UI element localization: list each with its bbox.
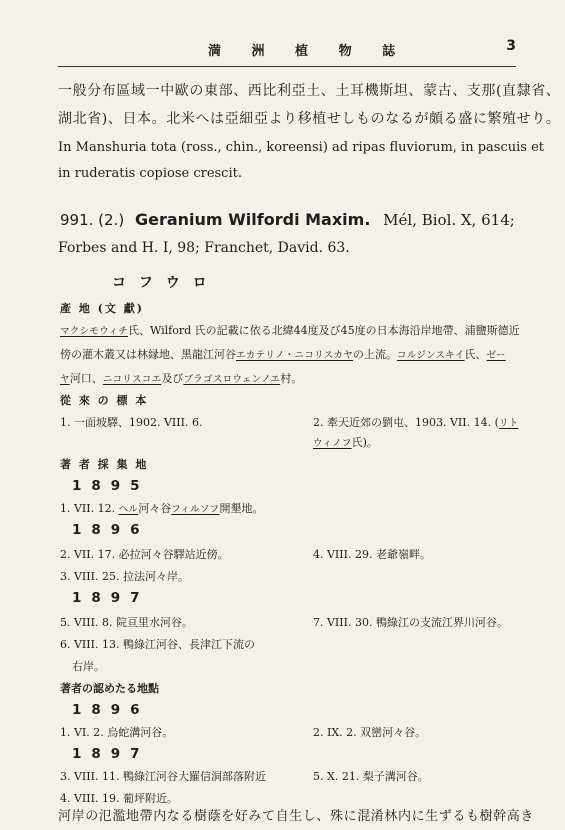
literature-place-nikolskoe: ニコリスコエ: [102, 374, 162, 385]
species-name: Geranium Wilfordi Maxim.: [134, 210, 371, 229]
year-1895: 1895: [72, 478, 150, 494]
running-title: 満 洲 植 物 誌: [208, 44, 409, 59]
latin-line-1: In Manshuria tota (ross., chin., koreensi) ad ripas fluviorum, in pascuis et: [58, 140, 544, 155]
collected-7: 7. VIII. 30. 鴨綠江の支流江界川河谷。: [313, 616, 508, 629]
header-rule: [58, 66, 516, 67]
collected-1-tail: 開墾地。: [219, 502, 264, 515]
collected-heading: 著 者 採 集 地: [60, 458, 149, 471]
specimen-2-name-a: リト: [498, 418, 519, 429]
specimen-2-name-b: ウィノフ: [313, 438, 352, 449]
species-number: 991. (2.): [60, 211, 125, 229]
observed-4: 4. VIII. 19. 葡坪附近。: [60, 792, 178, 805]
collected-1: [60, 500, 263, 516]
year-1897-observed: 1897: [72, 746, 150, 762]
latin-line-2: in ruderatis copiose crescit.: [58, 166, 242, 181]
observed-heading: 著者の認めたる地點: [60, 682, 159, 695]
literature-text-3f: 村。: [280, 372, 303, 385]
intro-line-1: 一般分布區域一中歐の東部、西比利亞土、土耳機斯坦、蒙古、支那(直隸省、: [58, 83, 561, 99]
intro-line-2: 湖北省)、日本。北米へは亞細亞より移植せしものなるが頗る盛に繁殖せり。: [58, 111, 561, 127]
collected-5: 5. VIII. 8. 院亘里水河谷。: [60, 616, 193, 629]
year-1896-observed: 1896: [72, 702, 150, 718]
literature-text-1: 氏、Wilford 氏の記載に依る北緯44度及び45度の日本海沿岸地帶、浦鹽斯德近: [128, 324, 520, 337]
literature-place-ekaterino: エカテリノ・ニコリスカヤ: [236, 350, 354, 361]
observed-2: 2. IX. 2. 双巒河々谷。: [313, 726, 427, 739]
collected-6-cont: 右岸。: [72, 660, 105, 673]
page-header: [58, 40, 516, 58]
observed-1: 1. VI. 2. 烏蛇溝河谷。: [60, 726, 174, 739]
literature-line-3: [60, 370, 302, 386]
specimen-2-tail: 氏)。: [351, 436, 378, 449]
specimens-heading: 從 來 の 標 本: [60, 394, 149, 407]
collected-1-name: フィルソフ: [171, 504, 220, 515]
collected-3: 3. VIII. 25. 拉法河々岸。: [60, 570, 189, 583]
footer-line-1: 河岸の氾濫地帶内なる樹蔭を好みて自生し、殊に混淆林内に生ずるも樹幹高き: [58, 809, 535, 824]
collected-2: 2. VII. 17. 必拉河々谷驛站近傍。: [60, 548, 229, 561]
literature-text-2e: 氏、: [464, 348, 487, 361]
common-name: コ フ ウ ロ: [112, 275, 211, 291]
year-1896: 1896: [72, 522, 150, 538]
literature-line-2: [60, 346, 506, 362]
literature-name-maximowicz: マクシモウィチ: [60, 326, 129, 337]
species-heading: [60, 210, 515, 229]
literature-name-korshinsky: コルジンスキイ: [397, 350, 465, 361]
literature-heading: 產 地 (文 獻): [60, 302, 144, 315]
collected-6: 6. VIII. 13. 鴨綠江河谷、長津江下流の: [60, 638, 255, 651]
literature-place-blagoslovennoe: ブラゴスロウェンノエ: [183, 374, 281, 385]
observed-5: 5. X. 21. 梨子溝河谷。: [313, 770, 429, 783]
specimen-2: [313, 414, 519, 430]
page-number: 3: [506, 38, 516, 54]
literature-text-3d: 及び: [161, 372, 184, 385]
specimen-2-cont: [313, 434, 378, 450]
collected-1-date: 1. VII. 12.: [60, 502, 119, 515]
literature-text-2a: 傍の灌木叢又は林縁地、黑龍江河谷: [60, 348, 236, 361]
collected-1-river: ヘル: [118, 504, 139, 515]
literature-place-zeya-a: ゼー: [486, 350, 506, 361]
literature-place-zeya-b: ヤ: [60, 374, 70, 385]
specimen-2-text: 2. 牽天近郊の劉屯、1903. VII. 14. (: [313, 416, 499, 429]
species-ref-1: Mél, Biol. X, 614;: [383, 211, 515, 229]
collected-1-valley: 河々谷: [138, 502, 172, 515]
species-ref-2: Forbes and H. I, 98; Franchet, David. 63.: [58, 240, 350, 256]
observed-3: 3. VIII. 11. 鴨綠江河谷大羅信洞部落附近: [60, 770, 266, 783]
collected-4: 4. VIII. 29. 老爺嶺畔。: [313, 548, 431, 561]
literature-line-1: [60, 322, 520, 338]
literature-text-2c: の上流。: [353, 348, 398, 361]
year-1897: 1897: [72, 590, 150, 606]
literature-text-3b: 河口、: [69, 372, 103, 385]
specimen-1: 1. 一面坡驛、1902. VIII. 6.: [60, 416, 203, 429]
